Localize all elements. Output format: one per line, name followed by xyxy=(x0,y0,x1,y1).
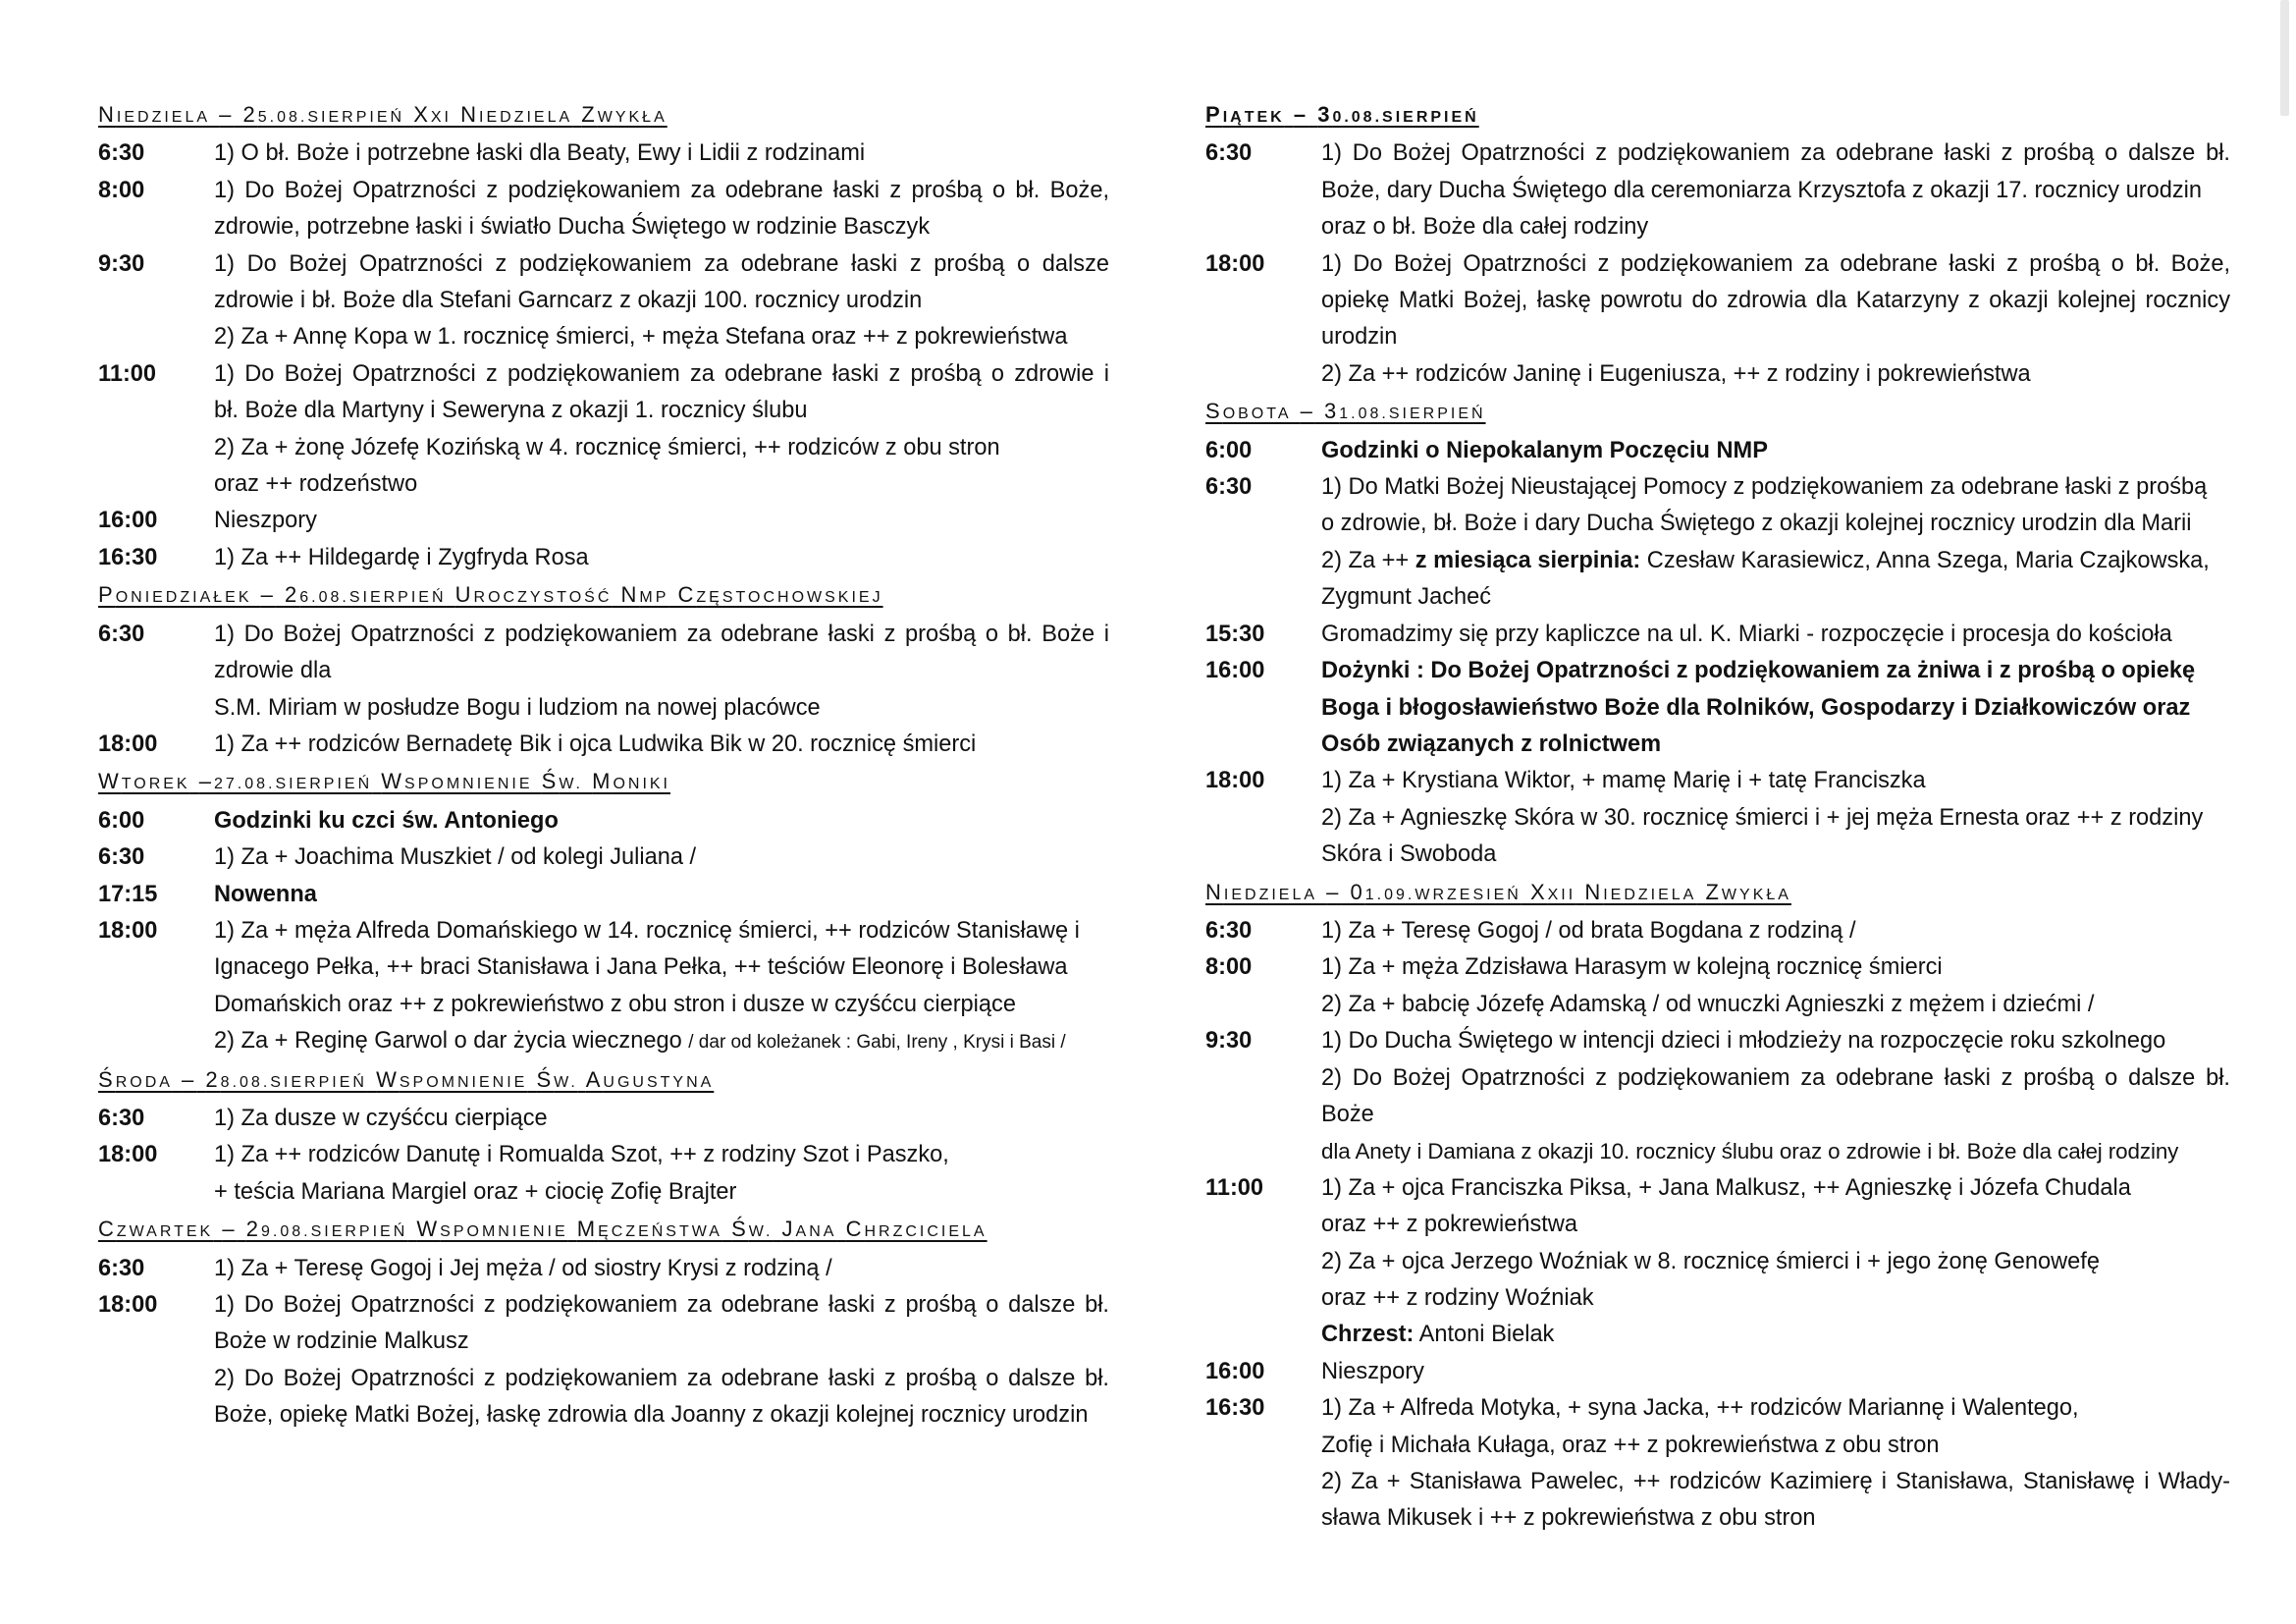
intention-text: 2) Za + Reginę Garwol o dar życia wiecznego xyxy=(214,1028,689,1055)
mass-entry xyxy=(1205,653,2230,763)
mass-entry xyxy=(98,135,1109,172)
intention-line xyxy=(214,319,1109,355)
intention-line xyxy=(214,949,1109,986)
intention-line xyxy=(1321,173,2230,209)
mass-entry xyxy=(1205,246,2230,394)
day-heading: PIĄTEK – 30.08.SIERPIEŃ xyxy=(1205,102,1479,127)
intention-text: Dożynki : Do Bożej Opatrzności z podziękowaniem za żniwa i z prośbą o opiekę xyxy=(1321,658,2196,684)
intention-line xyxy=(214,727,1109,763)
mass-time: 11:00 xyxy=(98,360,157,387)
mass-intentions xyxy=(214,135,1109,172)
mass-time: 11:00 xyxy=(1205,1174,1264,1201)
intention-line xyxy=(214,393,1109,429)
intention-line xyxy=(214,540,1109,576)
intention-line xyxy=(214,1174,1109,1211)
intention-text: 1) Do Bożej Opatrzności z podziękowaniem za odebrane łaski z prośbą o dalsze bł. xyxy=(1321,140,2230,167)
intention-text: bł. Boże dla Martyny i Seweryna z okazji 1. rocznicy ślubu xyxy=(214,398,808,424)
intention-line xyxy=(1321,913,2230,949)
mass-intentions xyxy=(214,503,1109,539)
intention-text: Godzinki o Niepokalanym Poczęciu NMP xyxy=(1321,437,1768,463)
intention-text: 1) Do Bożej Opatrzności z podziękowaniem za odebrane łaski z prośbą o bł. Boże i xyxy=(214,621,1109,647)
mass-entry xyxy=(98,877,1109,913)
intention-line xyxy=(1321,433,2230,469)
mass-intentions xyxy=(1321,469,2230,617)
mass-time: 15:30 xyxy=(1205,621,1265,647)
intention-text: 1) Do Bożej Opatrzności z podziękowaniem za odebrane łaski z prośbą o bł. Boże, xyxy=(214,177,1109,203)
intention-text: o zdrowie, bł. Boże i dary Ducha Świętego z okazji kolejnej rocznicy urodzin dla Marii xyxy=(1321,511,2192,537)
intention-text: Ignacego Pełka, ++ braci Stanisława i Jana Pełka, ++ teściów Eleonorę i Bolesława xyxy=(214,954,1068,981)
mass-time: 17:15 xyxy=(98,881,158,907)
intention-line xyxy=(1321,653,2230,689)
mass-time: 6:30 xyxy=(98,844,145,871)
intention-line xyxy=(1321,209,2230,245)
day-heading: PONIEDZIAŁEK – 26.08.SIERPIEŃ UROCZYSTOŚĆ NMP CZĘSTOCHOWSKIEJ xyxy=(98,582,883,608)
intention-text: S.M. Miriam w posłudze Bogu i ludziom na nowej placówce xyxy=(214,694,821,721)
intention-line xyxy=(1321,617,2230,653)
intention-line xyxy=(1321,1280,2230,1317)
mass-time: 18:00 xyxy=(1205,768,1265,794)
mass-entry xyxy=(1205,617,2230,653)
mass-time: 16:30 xyxy=(1205,1395,1265,1422)
mass-entry xyxy=(98,356,1109,504)
intention-line xyxy=(1321,1133,2230,1169)
intention-text: Boga i błogosławieństwo Boże dla Rolników, Gospodarzy i Działkowiczów oraz xyxy=(1321,694,2191,721)
intention-line xyxy=(214,173,1109,209)
mass-intentions xyxy=(214,803,1109,839)
intention-text: 1) Za ++ rodziców Bernadetę Bik i ojca Ludwika Bik w 20. rocznicę śmierci xyxy=(214,731,977,757)
intention-text: 1) Za + ojca Franciszka Piksa, + Jana Malkusz, ++ Agnieszkę i Józefa Chudala xyxy=(1321,1174,2131,1201)
intention-text: 2) Za ++ rodziców Janinę i Eugeniusza, ++ z rodziny i pokrewieństwa xyxy=(1321,360,2031,387)
mass-entry xyxy=(1205,1023,2230,1170)
intention-line xyxy=(1321,800,2230,837)
mass-intentions xyxy=(1321,1390,2230,1538)
intention-text: Gromadzimy się przy kapliczce na ul. K. Miarki - rozpoczęcie i procesja do kościoła xyxy=(1321,621,2172,647)
mass-intentions xyxy=(1321,433,2230,469)
intention-text: + teścia Mariana Margiel oraz + ciocię Zofię Brajter xyxy=(214,1178,737,1205)
intention-text: 1) Za + męża Alfreda Domańskiego w 14. rocznicę śmierci, ++ rodziców Stanisławę i xyxy=(214,917,1080,944)
intention-line xyxy=(1321,1170,2230,1207)
intention-line xyxy=(1321,1317,2230,1353)
day-heading: WTOREK –27.08.SIERPIEŃ WSPOMNIENIE ŚW. MONIKI xyxy=(98,769,670,794)
intention-text: zdrowie dla xyxy=(214,658,332,684)
mass-entry xyxy=(1205,433,2230,469)
mass-time: 6:30 xyxy=(1205,474,1253,501)
intention-text: 1) Do Ducha Świętego w intencji dzieci i młodzieży na rozpoczęcie roku szkolnego xyxy=(1321,1028,2166,1055)
intention-line xyxy=(1321,283,2230,319)
mass-intentions xyxy=(214,540,1109,576)
intention-line xyxy=(1321,579,2230,616)
intention-line xyxy=(214,503,1109,539)
intention-text: 1) Do Matki Bożej Nieustającej Pomocy z podziękowaniem za odebrane łaski z prośbą xyxy=(1321,474,2208,501)
intention-text: 1) Za + Krystiana Wiktor, + mamę Marię i + tatę Franciszka xyxy=(1321,768,1926,794)
mass-entry xyxy=(1205,763,2230,873)
intention-line xyxy=(1321,837,2230,873)
mass-entry xyxy=(98,503,1109,539)
intention-line xyxy=(1321,469,2230,506)
intention-line xyxy=(1321,1500,2230,1537)
mass-intentions xyxy=(214,913,1109,1061)
mass-entry xyxy=(98,839,1109,876)
intention-line xyxy=(214,1137,1109,1173)
intention-line xyxy=(214,430,1109,466)
mass-intentions xyxy=(1321,1023,2230,1170)
intention-line xyxy=(214,135,1109,172)
mass-intentions xyxy=(1321,1170,2230,1354)
mass-time: 8:00 xyxy=(98,177,145,203)
intention-text: 2) Do Bożej Opatrzności z podziękowaniem za odebrane łaski z prośbą o dalsze bł. xyxy=(214,1365,1109,1391)
intention-line xyxy=(214,1101,1109,1137)
mass-entry xyxy=(98,617,1109,727)
intention-line xyxy=(214,1324,1109,1360)
intention-text: oraz ++ z rodziny Woźniak xyxy=(1321,1285,1594,1311)
mass-intentions xyxy=(214,617,1109,727)
intention-line xyxy=(214,987,1109,1023)
intention-line xyxy=(1321,246,2230,283)
mass-time: 9:30 xyxy=(98,250,145,277)
mass-entry xyxy=(1205,135,2230,245)
mass-time: 16:30 xyxy=(98,544,158,570)
intention-text: 2) Za + babcię Józefę Adamską / od wnuczki Agnieszki z mężem i dziećmi / xyxy=(1321,991,2095,1017)
intention-line xyxy=(214,690,1109,727)
mass-intentions xyxy=(1321,913,2230,949)
intention-text: oraz ++ rodzeństwo xyxy=(214,471,418,498)
intention-line xyxy=(1321,1207,2230,1243)
intention-line xyxy=(214,803,1109,839)
intention-text: Domańskich oraz ++ z pokrewieństwo z obu stron i dusze w czyśćcu cierpiące xyxy=(214,991,1016,1017)
mass-time: 6:00 xyxy=(1205,437,1253,463)
day-heading: NIEDZIELA – 01.09.WRZESIEŃ XXII NIEDZIELA ZWYKŁA xyxy=(1205,879,1791,904)
intention-rest: Antoni Bielak xyxy=(1414,1322,1555,1348)
intention-line xyxy=(214,653,1109,689)
mass-intentions xyxy=(214,1137,1109,1211)
mass-entry xyxy=(1205,1170,2230,1354)
mass-intentions xyxy=(1321,653,2230,763)
day-heading: NIEDZIELA – 25.08.SIERPIEŃ XXI NIEDZIELA ZWYKŁA xyxy=(98,102,667,127)
mass-entry xyxy=(98,173,1109,246)
mass-intentions xyxy=(1321,135,2230,245)
intention-line xyxy=(214,617,1109,653)
day-heading: CZWARTEK – 29.08.SIERPIEŃ WSPOMNIENIE MĘCZEŃSTWA ŚW. JANA CHRZCICIELA xyxy=(98,1217,988,1242)
mass-intentions xyxy=(214,356,1109,504)
mass-intentions xyxy=(214,246,1109,356)
intention-rest: Czesław Karasiewicz, Anna Szega, Maria Czajkowska, xyxy=(1640,547,2210,573)
intention-line xyxy=(1321,1023,2230,1059)
intention-text: Boże w rodzinie Malkusz xyxy=(214,1328,469,1355)
intention-text: 1) Za + Teresę Gogoj i Jej męża / od siostry Krysi z rodziną / xyxy=(214,1255,832,1281)
intention-text: Godzinki ku czci św. Antoniego xyxy=(214,807,559,834)
intention-text: 1) Za + Alfreda Motyka, + syna Jacka, ++ rodziców Mariannę i Walentego, xyxy=(1321,1395,2079,1422)
mass-entry xyxy=(98,1137,1109,1211)
intention-line xyxy=(1321,727,2230,763)
intention-text: 2) Za + Stanisława Pawelec, ++ rodziców Kazimierę i Stanisława, Stanisławę i Włady- xyxy=(1321,1469,2230,1495)
intention-text: opiekę Matki Bożej, łaskę powrotu do zdrowia dla Katarzyny z okazji kolejnej rocznicy xyxy=(1321,288,2230,314)
intention-text: oraz ++ z pokrewieństwa xyxy=(1321,1212,1577,1238)
mass-entry xyxy=(1205,1390,2230,1538)
intention-text: urodzin xyxy=(1321,324,1398,351)
mass-entry xyxy=(98,1251,1109,1287)
intention-text: 2) Do Bożej Opatrzności z podziękowaniem za odebrane łaski z prośbą o dalsze bł. Boże xyxy=(1321,1064,2230,1127)
intention-text: 1) Za ++ rodziców Danutę i Romualda Szot, ++ z rodziny Szot i Paszko, xyxy=(214,1142,949,1168)
mass-time: 6:30 xyxy=(98,621,145,647)
intention-line xyxy=(214,209,1109,245)
intention-line xyxy=(1321,949,2230,986)
intention-text: 1) Za + Joachima Muszkiet / od kolegi Juliana / xyxy=(214,844,697,871)
intention-line xyxy=(214,839,1109,876)
day-heading: ŚRODA – 28.08.SIERPIEŃ WSPOMNIENIE ŚW. AUGUSTYNA xyxy=(98,1066,715,1092)
mass-entry xyxy=(1205,469,2230,617)
mass-time: 18:00 xyxy=(98,1292,158,1318)
intention-text: 1) Do Bożej Opatrzności z podziękowaniem za odebrane łaski z prośbą o dalsze xyxy=(214,250,1109,277)
day-heading: SOBOTA – 31.08.SIERPIEŃ xyxy=(1205,399,1486,424)
mass-entry xyxy=(1205,1354,2230,1390)
mass-intentions xyxy=(1321,246,2230,394)
intention-line xyxy=(214,356,1109,393)
intention-line xyxy=(214,913,1109,949)
mass-intentions xyxy=(214,1287,1109,1435)
mass-time: 6:30 xyxy=(98,1105,145,1131)
intention-line xyxy=(214,1251,1109,1287)
intention-line xyxy=(1321,319,2230,355)
intention-line xyxy=(1321,1390,2230,1427)
intention-text: Osób związanych z rolnictwem xyxy=(1321,731,1662,757)
mass-entry xyxy=(98,727,1109,763)
intention-line xyxy=(214,1287,1109,1324)
intention-text: oraz o bł. Boże dla całej rodziny xyxy=(1321,214,1649,241)
left-column xyxy=(98,96,1109,1435)
intention-line xyxy=(214,1023,1109,1060)
intention-line xyxy=(214,466,1109,503)
intention-text: 2) Za + Annę Kopa w 1. rocznicę śmierci, + męża Stefana oraz ++ z pokrewieństwa xyxy=(214,324,1068,351)
intention-line xyxy=(1321,987,2230,1023)
mass-intentions xyxy=(214,839,1109,876)
mass-time: 6:30 xyxy=(98,1255,145,1281)
mass-intentions xyxy=(214,1101,1109,1137)
mass-time: 18:00 xyxy=(98,917,158,944)
intention-text: 1) Do Bożej Opatrzności z podziękowaniem za odebrane łaski z prośbą o dalsze bł. xyxy=(214,1292,1109,1318)
mass-intentions xyxy=(214,727,1109,763)
mass-time: 9:30 xyxy=(1205,1028,1253,1055)
intention-text: Zygmunt Jacheć xyxy=(1321,584,1492,611)
intention-text: 1) Za + Teresę Gogoj / od brata Bogdana z rodziną / xyxy=(1321,917,1856,944)
intention-line xyxy=(1321,690,2230,727)
mass-intentions xyxy=(214,1251,1109,1287)
intention-text: 2) Za + żonę Józefę Kozińską w 4. rocznicę śmierci, ++ rodziców z obu stron xyxy=(214,434,1000,460)
mass-intentions xyxy=(1321,763,2230,873)
mass-entry xyxy=(98,1287,1109,1435)
mass-entry xyxy=(1205,949,2230,1023)
mass-time: 18:00 xyxy=(98,1142,158,1168)
intention-text: 1) Za dusze w czyśćcu cierpiące xyxy=(214,1105,548,1131)
intention-line xyxy=(1321,356,2230,393)
intention-text: Boże, dary Ducha Świętego dla ceremoniarza Krzysztofa z okazji 17. rocznicy urodzin xyxy=(1321,177,2202,203)
intention-line xyxy=(1321,135,2230,172)
mass-intentions xyxy=(1321,617,2230,653)
mass-time: 18:00 xyxy=(1205,250,1265,277)
intention-line xyxy=(1321,1060,2230,1134)
intention-text: Zofię i Michała Kułaga, oraz ++ z pokrewieństwa z obu stron xyxy=(1321,1432,1940,1458)
intention-line xyxy=(214,1361,1109,1397)
mass-entry xyxy=(98,913,1109,1061)
intention-text: 2) Za + Agnieszkę Skóra w 30. rocznicę śmierci i + jej męża Ernesta oraz ++ z rodziny xyxy=(1321,804,2204,831)
intention-text: 1) Do Bożej Opatrzności z podziękowaniem za odebrane łaski z prośbą o zdrowie i xyxy=(214,360,1109,387)
intention-line xyxy=(1321,506,2230,542)
intention-line xyxy=(214,246,1109,283)
mass-entry xyxy=(98,1101,1109,1137)
mass-intentions xyxy=(214,173,1109,246)
mass-time: 6:30 xyxy=(1205,917,1253,944)
intention-note: / dar od koleżanek : Gabi, Ireny , Krysi i Basi / xyxy=(688,1032,1066,1054)
intention-bold-part: z miesiąca sierpinia: xyxy=(1415,547,1641,573)
intention-text: 1) Do Bożej Opatrzności z podziękowaniem za odebrane łaski z prośbą o bł. Boże, xyxy=(1321,250,2230,277)
intention-text: 1) Za + męża Zdzisława Harasym w kolejną rocznicę śmierci xyxy=(1321,954,1943,981)
scrollbar[interactable] xyxy=(2280,0,2289,116)
intention-bold-part: Chrzest: xyxy=(1321,1322,1415,1348)
intention-text: Nieszpory xyxy=(214,508,317,534)
intention-text: Nowenna xyxy=(214,881,317,907)
mass-intentions xyxy=(1321,1354,2230,1390)
intention-text: dla Anety i Damiana z okazji 10. rocznicy ślubu oraz o zdrowie i bł. Boże dla całej rodziny xyxy=(1321,1139,2179,1164)
intention-line xyxy=(1321,763,2230,799)
intention-line xyxy=(214,283,1109,319)
intention-line xyxy=(1321,1244,2230,1280)
intention-text: 2) Za ++ xyxy=(1321,547,1415,573)
mass-intentions xyxy=(1321,949,2230,1023)
mass-time: 18:00 xyxy=(98,731,158,757)
mass-intentions xyxy=(214,877,1109,913)
intention-text: Skóra i Swoboda xyxy=(1321,841,1497,868)
mass-entry xyxy=(98,803,1109,839)
intention-text: zdrowie, potrzebne łaski i światło Ducha Świętego w rodzinie Basczyk xyxy=(214,214,931,241)
intention-text: zdrowie i bł. Boże dla Stefani Garncarz z okazji 100. rocznicy urodzin xyxy=(214,288,923,314)
intention-line xyxy=(214,877,1109,913)
intention-text: Boże, opiekę Matki Bożej, łaskę zdrowia dla Joanny z okazji kolejnej rocznicy urodzin xyxy=(214,1402,1089,1429)
mass-entry xyxy=(98,246,1109,356)
mass-time: 6:30 xyxy=(98,140,145,167)
intention-line xyxy=(1321,1354,2230,1390)
intention-line xyxy=(1321,1428,2230,1464)
intention-line xyxy=(214,1397,1109,1434)
intention-line xyxy=(1321,543,2230,579)
right-column xyxy=(1205,96,2230,1538)
mass-time: 6:00 xyxy=(98,807,145,834)
mass-time: 16:00 xyxy=(1205,658,1265,684)
intention-text: 1) O bł. Boże i potrzebne łaski dla Beaty, Ewy i Lidii z rodzinami xyxy=(214,140,866,167)
mass-time: 16:00 xyxy=(1205,1358,1265,1384)
mass-time: 6:30 xyxy=(1205,140,1253,167)
mass-entry xyxy=(98,540,1109,576)
mass-entry xyxy=(1205,913,2230,949)
intention-text: sława Mikusek i ++ z pokrewieństwa z obu stron xyxy=(1321,1505,1816,1532)
intention-text: 2) Za + ojca Jerzego Woźniak w 8. rocznicę śmierci i + jego żonę Genowefę xyxy=(1321,1248,2100,1274)
intention-line xyxy=(1321,1464,2230,1500)
intention-text: Nieszpory xyxy=(1321,1358,1424,1384)
mass-time: 16:00 xyxy=(98,508,158,534)
mass-time: 8:00 xyxy=(1205,954,1253,981)
intention-text: 1) Za ++ Hildegardę i Zygfryda Rosa xyxy=(214,544,589,570)
